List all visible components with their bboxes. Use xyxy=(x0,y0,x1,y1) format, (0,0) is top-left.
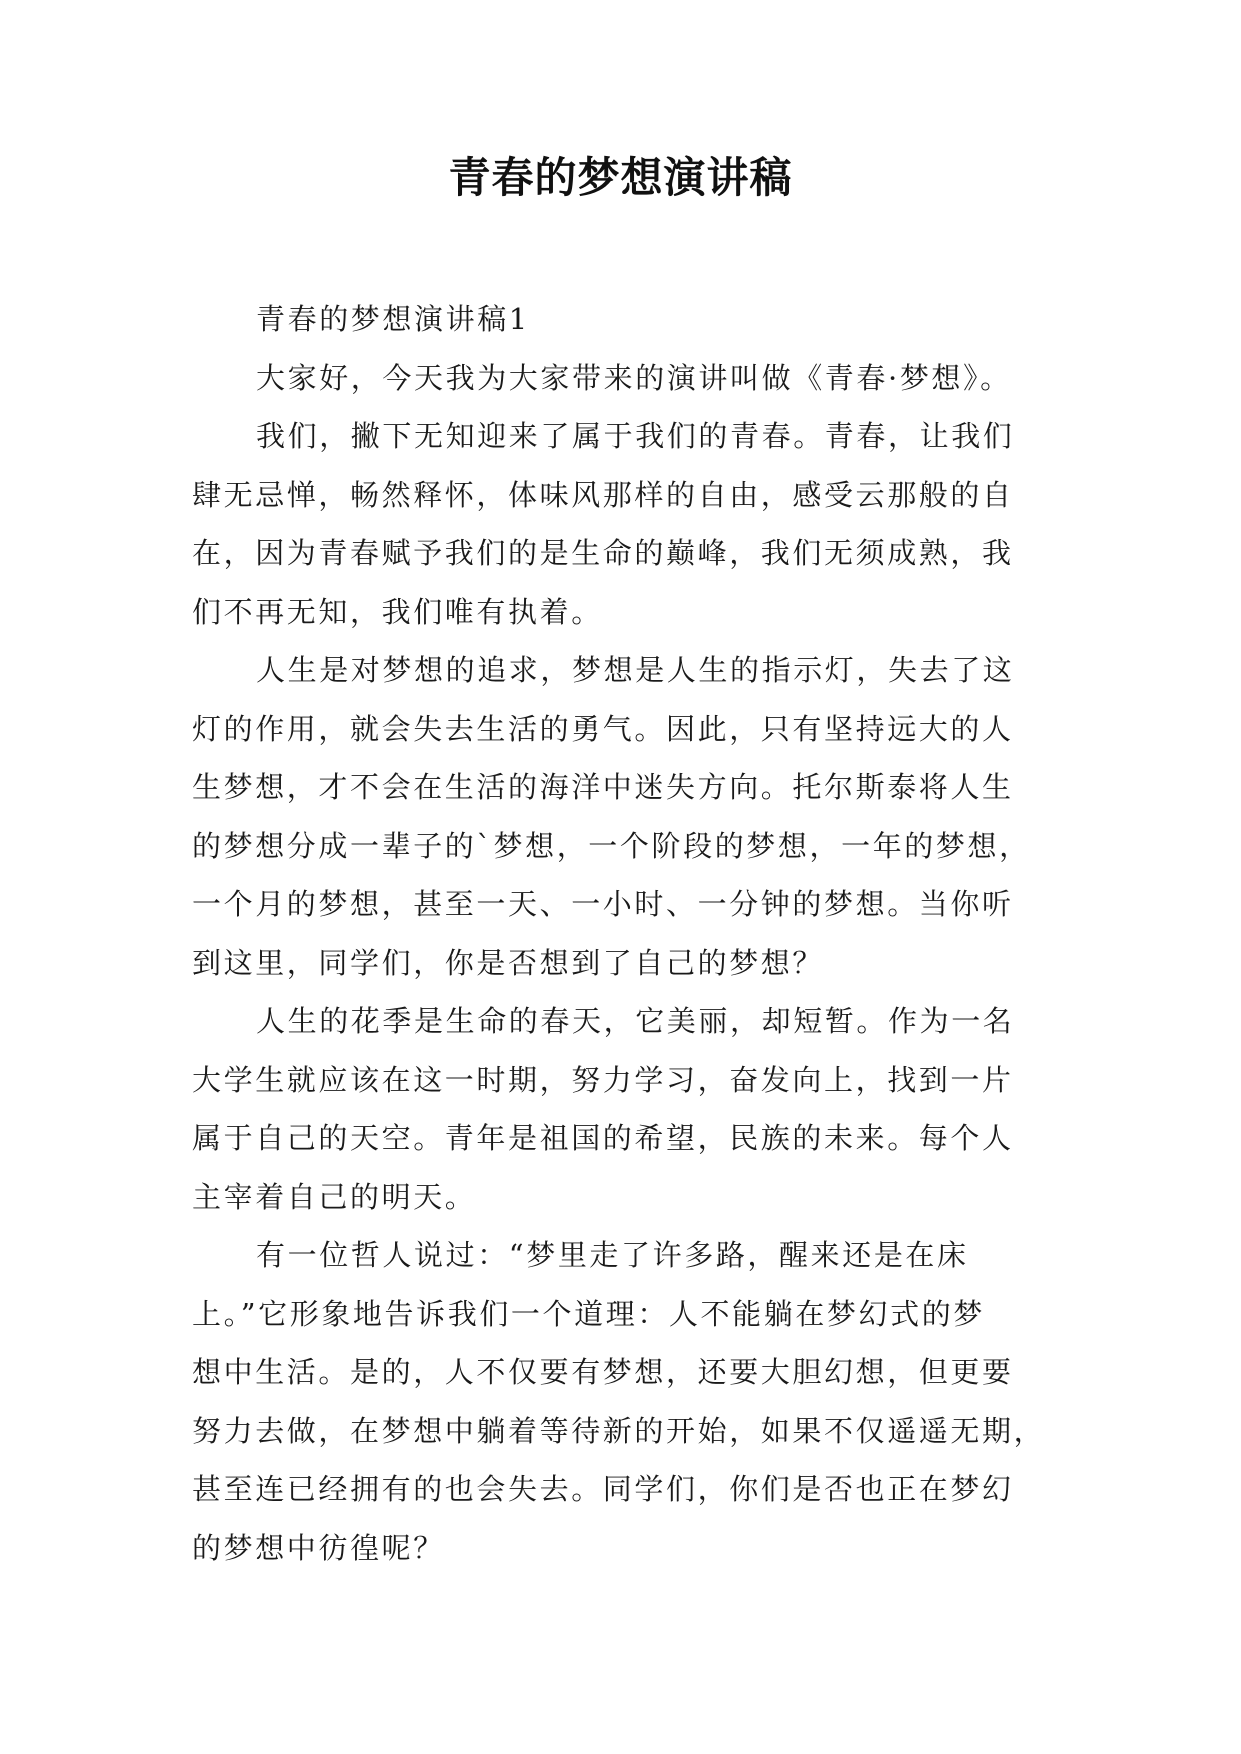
paragraph xyxy=(192,992,1072,1226)
text-line: 主宰着自己的明天。 xyxy=(192,1179,477,1214)
paragraph-greeting xyxy=(192,349,1072,408)
text-line: 大学生就应该在这一时期，努力学习，奋发向上，找到一片 xyxy=(192,1062,1014,1097)
text-line: 的梦想分成一辈子的`梦想，一个阶段的梦想，一年的梦想， xyxy=(192,828,1031,863)
text-line: 大家好，今天我为大家带来的演讲叫做《青春·梦想》。 xyxy=(256,360,1012,395)
text-line: 到这里，同学们，你是否想到了自己的梦想？ xyxy=(192,945,825,980)
text-line: 的梦想中彷徨呢？ xyxy=(192,1530,445,1565)
text-line: 有一位哲人说过：“梦里走了许多路，醒来还是在床 xyxy=(256,1238,969,1272)
text-line: 在，因为青春赋予我们的是生命的巅峰，我们无须成熟，我 xyxy=(192,536,1014,570)
text-line: 人生是对梦想的追求，梦想是人生的指示灯，失去了这 xyxy=(256,653,1015,687)
text-line: 肆无忌惮，畅然释怀，体味风那样的自由，感受云那般的自 xyxy=(192,477,1014,512)
document-title: 青春的梦想演讲稿 xyxy=(448,153,793,202)
text-line: 努力去做，在梦想中躺着等待新的开始，如果不仅遥遥无期， xyxy=(192,1413,1046,1448)
document-body xyxy=(192,290,1072,1577)
text-line: 属于自己的天空。青年是祖国的希望，民族的未来。每个人 xyxy=(192,1121,1014,1155)
text-line: 一个月的梦想，甚至一天、一小时、一分钟的梦想。当你听 xyxy=(192,887,1014,921)
text-line: 人生的花季是生命的春天，它美丽，却短暂。作为一名 xyxy=(256,1004,1015,1038)
text-line: 生梦想，才不会在生活的海洋中迷失方向。托尔斯泰将人生 xyxy=(192,770,1014,804)
paragraph-subtitle xyxy=(192,290,1072,349)
text-line: 灯的作用，就会失去生活的勇气。因此，只有坚持远大的人 xyxy=(192,711,1014,746)
paragraph xyxy=(192,407,1072,641)
text-line: 青春的梦想演讲稿1 xyxy=(256,302,530,336)
text-line: 我们，撇下无知迎来了属于我们的青春。青春，让我们 xyxy=(256,419,1015,453)
text-line: 想中生活。是的，人不仅要有梦想，还要大胆幻想，但更要 xyxy=(192,1355,1014,1389)
text-line: 上。”它形象地告诉我们一个道理：人不能躺在梦幻式的梦 xyxy=(192,1296,985,1331)
text-line: 甚至连已经拥有的也会失去。同学们，你们是否也正在梦幻 xyxy=(192,1472,1014,1506)
paragraph xyxy=(192,1226,1072,1577)
paragraph xyxy=(192,641,1072,992)
text-line: 们不再无知，我们唯有执着。 xyxy=(192,594,603,629)
